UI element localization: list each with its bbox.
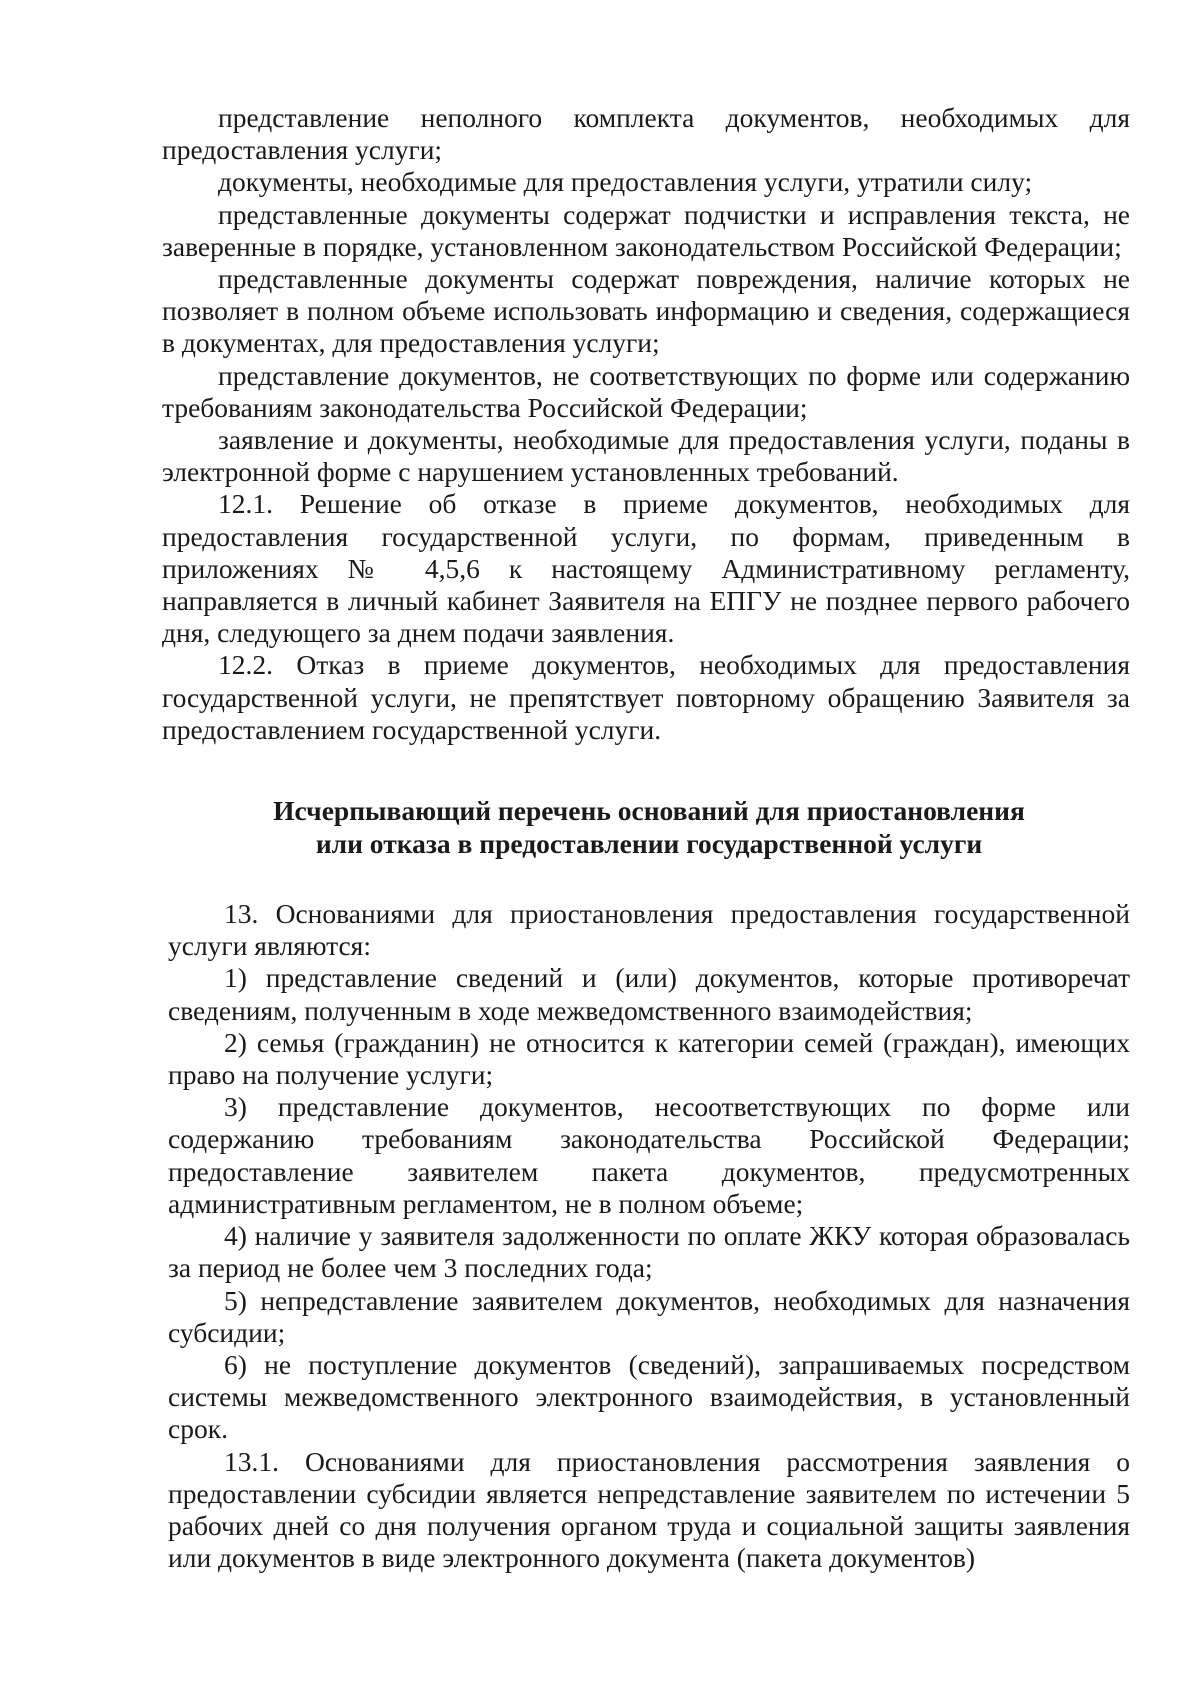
paragraph-nonconforming-form: представление документов, не соответствующих по форме или содержанию требованиям законодательства Российской Федерации; bbox=[162, 359, 1130, 423]
list-item-2: 2) семья (гражданин) не относится к категории семей (граждан), имеющих право на получение услуги; bbox=[168, 1026, 1130, 1091]
list-item-1: 1) представление сведений и (или) документов, которые противоречат сведениям, полученным в ходе межведомственного взаимодействия; bbox=[168, 962, 1130, 1026]
section-heading-line-2: или отказа в предоставлении государственной услуги bbox=[315, 828, 983, 860]
list-item-4: 4) наличие у заявителя задолженности по оплате ЖКУ которая образовалась за период не более чем 3 последних года; bbox=[168, 1220, 1130, 1284]
section-heading-line-1: Исчерпывающий перечень оснований для приостановления bbox=[273, 795, 1025, 827]
paragraph-corrections: представленные документы содержат подчистки и исправления текста, не заверенные в порядке, установленном законодательством Российской Федерации; bbox=[162, 198, 1130, 262]
list-item-6: 6) не поступление документов (сведений), запрашиваемых посредством системы межведомственного электронного взаимодействия, в установленный срок. bbox=[168, 1348, 1130, 1445]
paragraph-13: 13. Основаниями для приостановления предоставления государственной услуги являются: bbox=[168, 898, 1130, 962]
paragraph-12-2: 12.2. Отказ в приеме документов, необходимых для предоставления государственной услуги, не препятствует повторному обращению Заявителя за предоставлением государственной услуги. bbox=[162, 649, 1130, 745]
page-body bbox=[162, 102, 1130, 1574]
refusal-grounds-list bbox=[162, 102, 1130, 746]
paragraph-13-1: 13.1. Основаниями для приостановления рассмотрения заявления о предоставлении субсидии является непредставление заявителем по истечении 5 рабочих дней со дня получения органом труда и социальной защиты заявления или документов в виде электронного документа (пакета документов) bbox=[168, 1445, 1130, 1574]
paragraph-expired-documents: документы, необходимые для предоставления услуги, утратили силу; bbox=[218, 166, 1033, 198]
list-item-5: 5) непредставление заявителем документов, необходимых для назначения субсидии; bbox=[168, 1284, 1130, 1348]
paragraph-incomplete-set: представление неполного комплекта документов, необходимых для предоставления услуги; bbox=[162, 102, 1130, 166]
section-heading bbox=[168, 794, 1130, 860]
list-item-3: 3) представление документов, несоответствующих по форме или содержанию требованиям законодательства Российской Федерации; предоставление заявителем пакета документов, предусмотренных административным регламентом, не в полном объеме; bbox=[168, 1091, 1130, 1219]
paragraph-electronic-violation: заявление и документы, необходимые для предоставления услуги, поданы в электронной форме с нарушением установленных требований. bbox=[162, 424, 1130, 488]
suspension-grounds-list bbox=[168, 898, 1130, 1574]
paragraph-12-1: 12.1. Решение об отказе в приеме документов, необходимых для предоставления государственной услуги, по формам, приведенным в приложениях № 4,5,6 к настоящему Административному регламенту, направляется в личный кабинет Заявителя на ЕПГУ не позднее первого рабочего дня, следующего за днем подачи заявления. bbox=[162, 488, 1130, 649]
paragraph-damaged-documents: представленные документы содержат повреждения, наличие которых не позволяет в полном объеме использовать информацию и сведения, содержащиеся в документах, для предоставления услуги; bbox=[162, 263, 1130, 359]
